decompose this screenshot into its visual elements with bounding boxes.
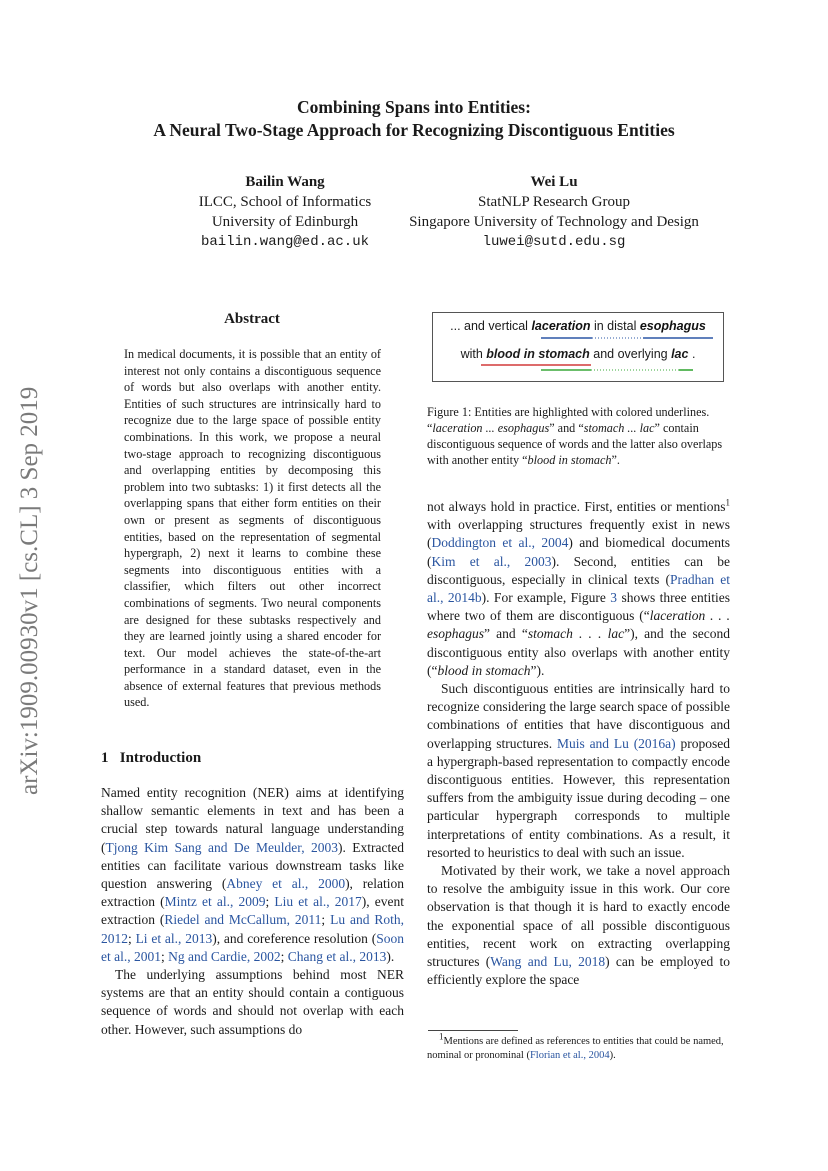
citation-link[interactable]: Riedel and McCallum, 2011 bbox=[164, 912, 322, 928]
caption-italic: laceration ... esophagus bbox=[432, 421, 550, 435]
arxiv-stamp: arXiv:1909.00930v1 [cs.CL] 3 Sep 2019 bbox=[16, 386, 43, 795]
body-text: ). Extracted entities can facilitate various downstream tasks like question answering ( bbox=[101, 839, 404, 892]
right-paragraph-3 bbox=[427, 862, 730, 989]
author-affiliation: StatNLP Research Group bbox=[478, 194, 630, 210]
section-number: 1 bbox=[101, 750, 109, 766]
abstract-text: In medical documents, it is possible that an entity of interest not only contains a discontiguous sequence of words but also overlaps with another entity. Entities of such structures are intrinsically hard to recognize due to the large space of possible entity combinations. In this work, we propose a neural two-stage approach to recognizing discontiguous and overlapping entities by decomposing this problem into two subtasks: 1) it first detects all the overlapping spans that either form entities on their own or present as segments of discontiguous entities, based on the representation of segmental hypergraph, 2) next it learns to combine these segments into discontiguous entities with a classifier, which filters out other incorrect combinations of segments. Two neural components are designed for these subtasks respectively and they are learned jointly using a shared encoder for text. Our model achieves the state-of-the-art performance in a standard dataset, even in the absence of external features that previous methods used. bbox=[124, 347, 381, 710]
body-text: ; bbox=[321, 912, 331, 928]
figure-text: . bbox=[688, 347, 696, 361]
footnote-number: 1 bbox=[439, 1031, 444, 1042]
author-affiliation: ILCC, School of Informatics bbox=[198, 194, 372, 210]
body-text: ” and “ bbox=[484, 626, 528, 642]
section-heading-introduction bbox=[101, 750, 201, 767]
body-text: ”), and the second discontiguous entity also overlaps with another entity (“ bbox=[427, 626, 730, 678]
entity-blood-in-stomach: blood in stomach bbox=[486, 347, 590, 361]
caption-italic: blood in stomach bbox=[527, 453, 612, 467]
body-text: Named entity recognition (NER) aims at identifying shallow semantic elements in text and has been a crucial step towards natural language understanding ( bbox=[101, 785, 404, 855]
caption-text: ”. bbox=[611, 453, 620, 467]
intro-paragraph-1 bbox=[101, 784, 404, 1039]
citation-link[interactable]: Tjong Kim Sang and De Meulder, 2003 bbox=[105, 839, 338, 855]
citation-link[interactable]: Wang and Lu, 2018 bbox=[490, 954, 606, 970]
body-text: ), and coreference resolution ( bbox=[212, 930, 377, 946]
author-email[interactable]: bailin.wang@ed.ac.uk bbox=[200, 234, 370, 250]
body-text: ; bbox=[128, 930, 136, 946]
figure-reference-link[interactable]: 3 bbox=[610, 590, 618, 606]
author-block-2 bbox=[380, 172, 728, 252]
figure-line-2 bbox=[433, 347, 723, 361]
right-paragraph-2 bbox=[427, 680, 730, 862]
citation-link[interactable]: Mintz et al., 2009 bbox=[164, 894, 266, 910]
body-text: shows three entities where two of them are discontiguous (“ bbox=[427, 590, 730, 624]
caption-text: ” contain discontiguous sequence of words and the latter also overlaps with another entity “ bbox=[427, 421, 723, 467]
body-text: ; bbox=[280, 948, 288, 964]
caption-text: Figure 1: Entities are highlighted with colored underlines. “ bbox=[427, 405, 710, 435]
citation-link[interactable]: Florian et al., 2004 bbox=[529, 1050, 610, 1061]
abstract-heading: Abstract bbox=[224, 311, 280, 327]
body-text: with overlapping structures frequently exist in news ( bbox=[427, 517, 730, 551]
footnote-1 bbox=[427, 1031, 730, 1063]
figure-text: with bbox=[460, 347, 487, 361]
figure-1-caption bbox=[427, 404, 730, 468]
body-text: ; bbox=[265, 894, 275, 910]
figure-text: ... and vertical bbox=[450, 319, 532, 333]
body-text: proposed a hypergraph-based representation to compactly encode discontiguous entities. However, this representation suffers from the ambiguity issue during decoding – one particular hypergraph corresponds to multiple interpretations of entity combinations. As a result, it resorted to heuristics to deal with such an issue. bbox=[427, 735, 730, 860]
italic-text: stomach . . . lac bbox=[527, 626, 625, 642]
right-column-text bbox=[427, 498, 730, 989]
body-text: ), event extraction ( bbox=[101, 894, 404, 928]
body-text: ) can be employed to efficiently explore the space bbox=[427, 954, 730, 988]
citation-link[interactable]: Ng and Cardie, 2002 bbox=[168, 948, 281, 964]
body-text: Motivated by their work, we take a novel approach to resolve the ambiguity issue in this work. Our core observation is that though it is hard to exactly encode the exponential space of all possible discontiguous entities, recent work on extracting overlapping structures ( bbox=[427, 863, 730, 970]
figure-1 bbox=[432, 312, 724, 382]
entity-esophagus: esophagus bbox=[639, 319, 706, 333]
figure-text: in distal bbox=[590, 319, 640, 333]
body-text: ) and biomedical documents ( bbox=[427, 535, 730, 569]
body-text: ). For example, Figure bbox=[481, 590, 611, 606]
body-text: ). Second, entities can be discontiguous, especially in clinical texts ( bbox=[427, 553, 730, 587]
caption-italic: stomach ... lac bbox=[583, 421, 655, 435]
body-text: ”). bbox=[530, 662, 545, 678]
citation-link[interactable]: Muis and Lu (2016a) bbox=[556, 735, 676, 751]
caption-text: ” and “ bbox=[549, 421, 584, 435]
body-text: ). bbox=[386, 948, 395, 964]
citation-link[interactable]: Soon et al., 2001 bbox=[101, 930, 404, 964]
footnote-text: ). bbox=[609, 1050, 616, 1061]
title-line-2: A Neural Two-Stage Approach for Recognizing Discontiguous Entities bbox=[153, 120, 675, 140]
footnote-marker[interactable]: 1 bbox=[725, 497, 730, 508]
citation-link[interactable]: Doddington et al., 2004 bbox=[431, 535, 569, 551]
italic-text: laceration . . . esophagus bbox=[427, 608, 730, 642]
citation-link[interactable]: Lu and Roth, 2012 bbox=[101, 912, 404, 946]
body-text: Such discontiguous entities are intrinsically hard to recognize considering the large search space of possible combinations of entities that have discontiguous and overlapping structures. bbox=[427, 681, 730, 751]
citation-link[interactable]: Liu et al., 2017 bbox=[274, 894, 362, 910]
citation-link[interactable]: Pradhan et al., 2014b bbox=[427, 571, 730, 606]
author-email[interactable]: luwei@sutd.edu.sg bbox=[482, 234, 626, 250]
entity-laceration: laceration bbox=[531, 319, 591, 333]
author-affiliation: University of Edinburgh bbox=[211, 214, 359, 230]
citation-link[interactable]: Abney et al., 2000 bbox=[226, 876, 346, 892]
intro-paragraph-2: The underlying assumptions behind most NER systems are that an entity should contain a contiguous sequence of words and should not overlap with each other. However, such assumptions do bbox=[101, 967, 404, 1037]
author-block-1 bbox=[160, 172, 410, 252]
citation-link[interactable]: Chang et al., 2013 bbox=[287, 948, 387, 964]
figure-text: and overlying bbox=[589, 347, 672, 361]
body-text: not always hold in practice. First, entities or mentions bbox=[427, 499, 726, 514]
title-line-1: Combining Spans into Entities: bbox=[297, 97, 531, 117]
entity-lac: lac bbox=[671, 347, 689, 361]
author-affiliation: Singapore University of Technology and Design bbox=[409, 214, 699, 230]
citation-link[interactable]: Li et al., 2013 bbox=[135, 930, 213, 946]
author-name: Wei Lu bbox=[530, 174, 578, 190]
citation-link[interactable]: Kim et al., 2003 bbox=[431, 553, 552, 569]
footnote-text: Mentions are defined as references to entities that could be named, nominal or pronominal ( bbox=[427, 1036, 724, 1061]
author-name: Bailin Wang bbox=[245, 174, 325, 190]
paper-title bbox=[60, 96, 768, 142]
section-title: Introduction bbox=[119, 750, 202, 766]
italic-text: blood in stomach bbox=[437, 662, 531, 678]
body-text: ), relation extraction ( bbox=[101, 876, 404, 910]
body-text: ; bbox=[161, 948, 169, 964]
right-paragraph-1 bbox=[427, 498, 730, 680]
